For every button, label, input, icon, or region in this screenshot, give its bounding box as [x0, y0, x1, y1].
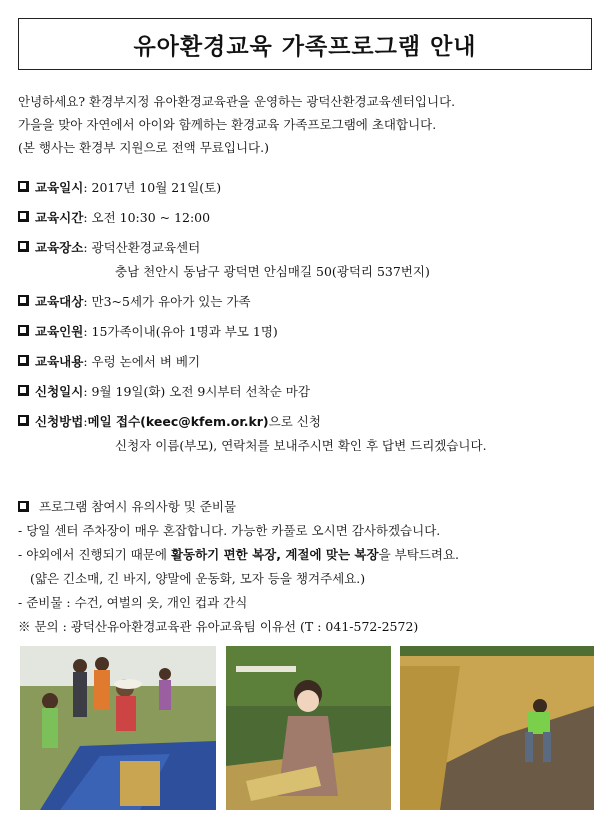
intro-line: 가을을 맞아 자연에서 아이와 함께하는 환경교육 가족프로그램에 초대합니다.: [18, 117, 437, 132]
item-apply-date: [18, 382, 608, 402]
notes-heading-row: [18, 495, 608, 519]
photo-threshing-image: [20, 646, 216, 810]
photo-strip: [20, 646, 594, 810]
checkbox-square-icon: [18, 181, 29, 192]
item-value: : 우렁 논에서 벼 베기: [83, 354, 201, 369]
item-label: 교육대상: [35, 294, 84, 309]
item-label: 신청일시: [35, 384, 84, 399]
item-value: : 만3~5세가 유아가 있는 가족: [83, 294, 251, 309]
checkbox-square-icon: [18, 355, 29, 366]
item-label: 신청방법: [35, 414, 84, 429]
checkbox-square-icon: [18, 415, 29, 426]
item-label: 교육일시: [35, 180, 84, 195]
note-supplies: - 준비물 : 수건, 여벌의 옷, 개인 컵과 간식: [18, 595, 248, 610]
checkbox-square-icon: [18, 501, 29, 512]
item-label: 교육내용: [35, 354, 84, 369]
info-list: [18, 178, 608, 456]
title-box: [18, 18, 592, 70]
note-clothing-post: 을 부탁드려요.: [378, 547, 459, 562]
checkbox-square-icon: [18, 385, 29, 396]
item-value-suffix: 으로 신청: [268, 414, 321, 429]
note-parking: - 당일 센터 주차장이 매우 혼잡합니다. 가능한 카풀로 오시면 감사하겠습니다.: [18, 523, 441, 538]
item-target: [18, 292, 608, 312]
photo-threshing: [20, 646, 216, 810]
intro-line: 안녕하세요? 환경부지정 유아환경교육관을 운영하는 광덕산환경교육센터입니다.: [18, 94, 456, 109]
intro-line: (본 행사는 환경부 지원으로 전액 무료입니다.): [18, 140, 269, 155]
item-people: [18, 322, 608, 342]
note-clothing-pre: - 야외에서 진행되기 때문에: [18, 547, 171, 562]
notes-section: [18, 495, 608, 639]
photo-child-rice-image: [226, 646, 391, 810]
email-contact: 메일 접수(keec@kfem.or.kr): [87, 414, 269, 429]
checkbox-square-icon: [18, 211, 29, 222]
item-content: [18, 352, 608, 372]
contact-info: ※ 문의 : 광덕산유아환경교육관 유아교육팀 이유선 (T : 041-572-2572): [18, 619, 419, 634]
item-time: [18, 208, 608, 228]
item-value: : 9월 19일(화) 오전 9시부터 선착순 마감: [83, 384, 310, 399]
photo-field-harvest: [400, 646, 594, 810]
item-value: : 오전 10:30 ~ 12:00: [83, 210, 211, 225]
item-value: : 광덕산환경교육센터: [83, 240, 201, 255]
notes-heading: 프로그램 참여시 유의사항 및 준비물: [39, 499, 237, 514]
item-value: : 15가족이내(유아 1명과 부모 1명): [83, 324, 278, 339]
item-label: 교육시간: [35, 210, 84, 225]
photo-field-harvest-image: [400, 646, 594, 810]
item-place-address: 충남 천안시 동남구 광덕면 안심매길 50(광덕리 537번지): [115, 264, 430, 279]
checkbox-square-icon: [18, 295, 29, 306]
note-clothing-detail: (얇은 긴소매, 긴 바지, 양말에 운동화, 모자 등을 챙겨주세요.): [30, 571, 366, 586]
item-label: 교육인원: [35, 324, 84, 339]
item-value: : 2017년 10월 21일(토): [83, 180, 222, 195]
item-date: [18, 178, 608, 198]
item-place: [18, 238, 608, 258]
item-label: 교육장소: [35, 240, 84, 255]
page-title: 유아환경교육 가족프로그램 안내: [133, 33, 477, 60]
photo-child-rice: [226, 646, 391, 810]
note-clothing-bold: 활동하기 편한 복장, 계절에 맞는 복장: [170, 547, 379, 562]
note-clothing: [18, 543, 608, 567]
checkbox-square-icon: [18, 325, 29, 336]
checkbox-square-icon: [18, 241, 29, 252]
item-apply-method-detail: 신청자 이름(부모), 연락처를 보내주시면 확인 후 답변 드리겠습니다.: [115, 438, 487, 453]
intro-text: [18, 90, 598, 159]
item-apply-method: [18, 412, 608, 432]
item-value-prefix: :: [83, 414, 88, 429]
